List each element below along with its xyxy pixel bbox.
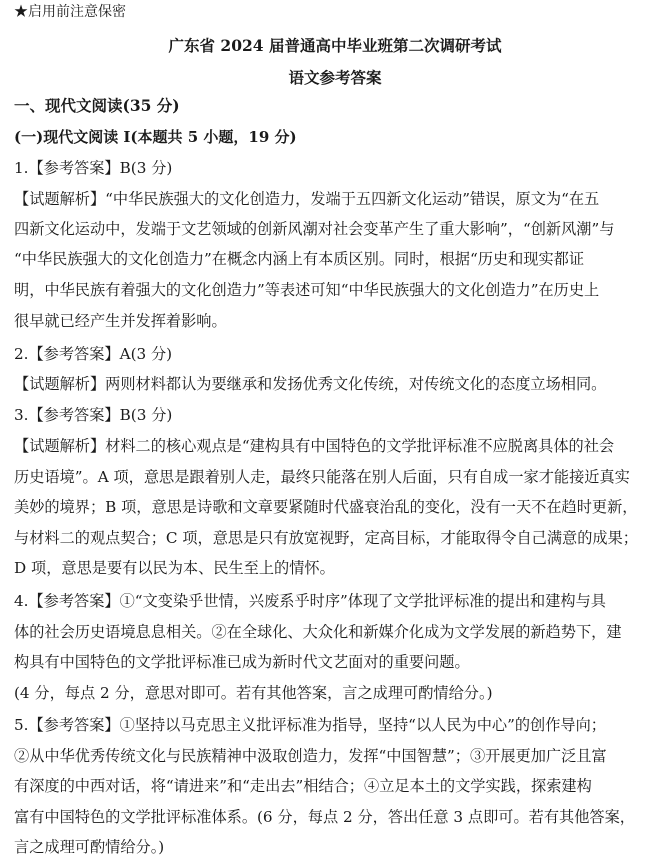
q3-analysis-line: D 项，意思是要有以民为本、民生至上的情怀。 xyxy=(14,559,335,577)
q4-scoring-note: (4 分，每点 2 分，意思对即可。若有其他答案，言之成理可酌情给分。) xyxy=(14,684,493,702)
part1-sub-heading: (一)现代文阅读 I(本题共 5 小题，19 分) xyxy=(14,128,297,146)
q1-analysis-line: “中华民族强大的文化创造力”在概念内涵上有本质区别。同时，根据“历史和现实都证 xyxy=(14,250,585,268)
q4-answer-line: 4.【参考答案】①“文变染乎世情，兴废系乎时序”体现了文学批评标准的提出和建构与具 xyxy=(14,592,606,610)
q2-answer: 2.【参考答案】A(3 分) xyxy=(14,345,173,363)
q3-analysis-line: 与材料二的观点契合；C 项，意思是只有放宽视野，定高目标，才能取得令自己满意的成果； xyxy=(14,529,638,547)
q2-analysis-line: 【试题解析】两则材料都认为要继承和发扬优秀文化传统，对传统文化的态度立场相同。 xyxy=(14,375,607,393)
q3-answer: 3.【参考答案】B(3 分) xyxy=(14,406,173,424)
exam-title: 广东省 2024 届普通高中毕业班第二次调研考试 xyxy=(168,36,502,55)
q3-analysis-line: 【试题解析】材料二的核心观点是“建构具有中国特色的文学批评标准不应脱离具体的社会 xyxy=(14,437,615,455)
q4-answer-line: 体的社会历史语境息息相关。②在全球化、大众化和新媒介化成为文学发展的新趋势下，建 xyxy=(14,623,622,641)
q1-analysis-line: 明，中华民族有着强大的文化创造力”等表述可知“中华民族强大的文化创造力”在历史上 xyxy=(14,281,600,299)
q3-analysis-line: 美妙的境界；B 项，意思是诗歌和文章要紧随时代盛衰治乱的变化，没有一天不在趋时更新， xyxy=(14,498,638,516)
q1-analysis-line: 【试题解析】“中华民族强大的文化创造力，发端于五四新文化运动”错误，原文为“在五 xyxy=(14,190,600,208)
q5-answer-line: 言之成理可酌情给分。) xyxy=(14,838,165,856)
q5-answer-line: ②从中华优秀传统文化与民族精神中汲取创造力，发挥“中国智慧”；③开展更加广泛且富 xyxy=(14,747,607,765)
q5-answer-line: 有深度的中西对话，将“请进来”和“走出去”相结合；④立足本土的文学实践，探索建构 xyxy=(14,777,592,795)
q5-answer-line: 5.【参考答案】①坚持以马克思主义批评标准为指导，坚持“以人民为中心”的创作导向； xyxy=(14,716,606,734)
q1-analysis-line: 四新文化运动中，发端于文艺领域的创新风潮对社会变革产生了重大影响”，“创新风潮”与 xyxy=(14,220,615,238)
part1-heading: 一、现代文阅读(35 分) xyxy=(14,96,180,115)
confidential-notice: ★启用前注意保密 xyxy=(14,4,126,20)
q1-analysis-line: 很早就已经产生并发挥着影响。 xyxy=(14,312,227,330)
q3-analysis-line: 历史语境”。A 项，意思是跟着别人走，最终只能落在别人后面，只有自成一家才能接近真实 xyxy=(14,468,630,486)
q5-answer-line: 富有中国特色的文学批评标准体系。(6 分，每点 2 分，答出任意 3 点即可。若有其他答案， xyxy=(14,808,635,826)
q4-answer-line: 构具有中国特色的文学批评标准已成为新时代文艺面对的重要问题。 xyxy=(14,653,470,671)
q1-answer: 1.【参考答案】B(3 分) xyxy=(14,159,173,177)
answer-title: 语文参考答案 xyxy=(288,68,382,87)
